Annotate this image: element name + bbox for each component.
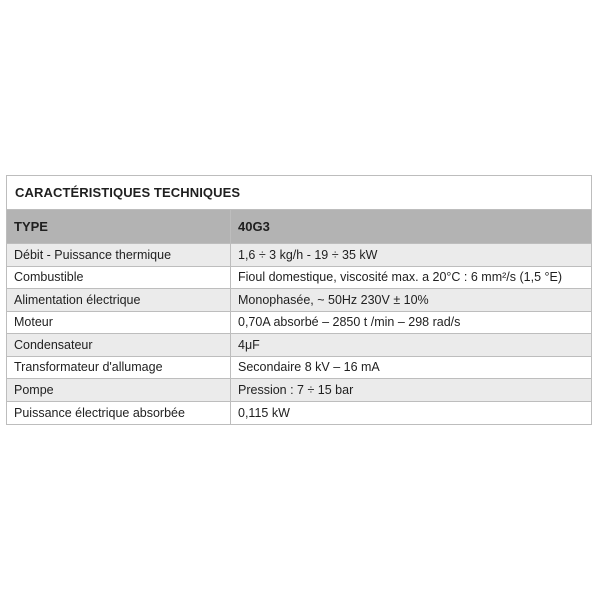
row-label: Moteur xyxy=(7,312,231,334)
row-value: 0,115 kW xyxy=(238,405,290,420)
table-row xyxy=(7,357,591,380)
row-value: 4μF xyxy=(238,337,260,352)
table-row xyxy=(7,379,591,402)
row-label: Pompe xyxy=(7,379,231,401)
row-label: Combustible xyxy=(7,267,231,289)
row-label: Alimentation électrique xyxy=(7,289,231,311)
table-row xyxy=(7,334,591,357)
row-value: Secondaire 8 kV – 16 mA xyxy=(238,360,380,375)
table-title: CARACTÉRISTIQUES TECHNIQUES xyxy=(7,176,591,210)
spec-table xyxy=(6,175,592,425)
row-value: Fioul domestique, viscosité max. a 20°C : 6 mm²/s (1,5 °E) xyxy=(238,270,562,285)
row-value: 1,6 ÷ 3 kg/h - 19 ÷ 35 kW xyxy=(238,247,378,262)
row-value: 0,70A absorbé – 2850 t /min – 298 rad/s xyxy=(238,315,461,330)
header-type-label: TYPE xyxy=(7,210,231,243)
table-header-row xyxy=(7,210,591,244)
row-label: Transformateur d'allumage xyxy=(7,357,231,379)
table-row xyxy=(7,312,591,335)
row-label: Condensateur xyxy=(7,334,231,356)
row-label: Puissance électrique absorbée xyxy=(7,402,231,425)
row-label: Débit - Puissance thermique xyxy=(7,244,231,266)
row-value: Monophasée, ~ 50Hz 230V ± 10% xyxy=(238,292,429,307)
header-type-value: 40G3 xyxy=(238,219,270,234)
table-row xyxy=(7,402,591,425)
row-value: Pression : 7 ÷ 15 bar xyxy=(238,382,354,397)
table-row xyxy=(7,267,591,290)
table-row xyxy=(7,244,591,267)
table-row xyxy=(7,289,591,312)
